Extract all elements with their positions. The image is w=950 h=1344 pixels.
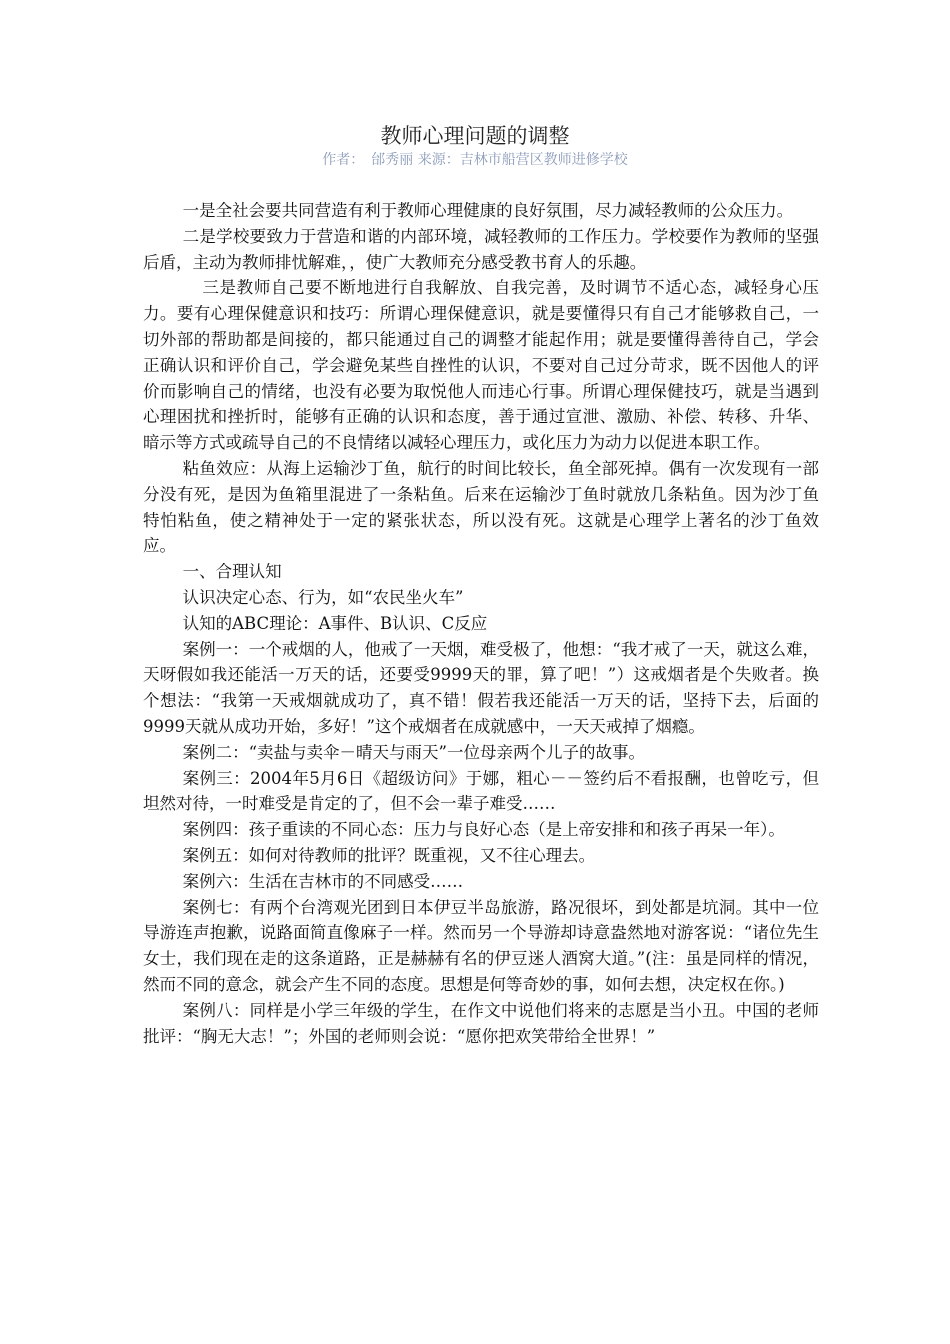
- case-three: 案例三：2004年5月6日《超级访问》于娜，粗心－－签约后不看报酬，也曾吃亏，但坦然对待，一时难受是肯定的了，但不会一辈子难受……: [143, 768, 819, 814]
- paragraph-cognition: 认识决定心态、行为，如“农民坐火车”: [182, 587, 464, 607]
- case-five: 案例五：如何对待教师的批评？既重视，又不往心理去。: [182, 845, 596, 865]
- document-body: [143, 198, 819, 1049]
- case-eight: 案例八：同样是小学三年级的学生，在作文中说他们将来的志愿是当小丑。中国的老师批评：“胸无大志！”；外国的老师则会说：“愿你把欢笑带给全世界！”: [143, 1000, 819, 1046]
- case-two: 案例二：“卖盐与卖伞－晴天与雨天”一位母亲两个儿子的故事。: [182, 742, 645, 762]
- paragraph-self: 三是教师自己要不断地进行自我解放、自我完善，及时调节不适心态，减轻身心压力。要有心理保健意识和技巧：所谓心理保健意识，就是要懂得只有自己才能够救自己，一切外部的帮助都是间接的，都只能通过自己的调整才能起作用；就是要懂得善待自己，学会正确认识和评价自己，学会避免某些自挫性的认识，不要对自己过分苛求，既不因他人的评价而影响自己的情绪，也没有必要为取悦他人而违心行事。所谓心理保健技巧，就是当遇到心理困扰和挫折时，能够有正确的认识和态度，善于通过宣泄、激励、补偿、转移、升华、暗示等方式或疏导自己的不良情绪以减轻心理压力，或化压力为动力以促进本职工作。: [143, 278, 819, 453]
- case-six: 案例六：生活在吉林市的不同感受……: [182, 871, 464, 891]
- case-one: 案例一：一个戒烟的人，他戒了一天烟，难受极了，他想：“我才戒了一天，就这么难，天呀假如我还能活一万天的话，还要受9999天的罪，算了吧！”）这戒烟者是个失败者。换个想法：“我第一天戒烟就成功了，真不错！假若我还能活一万天的话，坚持下去，后面的9999天就从成功开始，多好！”这个戒烟者在成就感中，一天天戒掉了烟瘾。: [143, 639, 819, 736]
- paragraph-society: 一是全社会要共同营造有利于教师心理健康的良好氛围，尽力减轻教师的公众压力。: [182, 201, 794, 220]
- case-four: 案例四：孩子重读的不同心态：压力与良好心态（是上帝安排和和孩子再呆一年）。: [182, 820, 785, 840]
- document-byline: 作者： 邰秀丽 来源：吉林市船营区教师进修学校: [322, 152, 628, 168]
- paragraph-abc-theory: 认知的ABC理论：A事件、B认识、C反应: [182, 613, 488, 633]
- section-heading: 一、合理认知: [182, 562, 282, 582]
- case-seven: 案例七：有两个台湾观光团到日本伊豆半岛旅游，路况很坏，到处都是坑洞。其中一位导游连声抱歉，说路面简直像麻子一样。然而另一个导游却诗意盎然地对游客说：“诸位先生女士，我们现在走的这条道路，正是赫赫有名的伊豆迷人酒窝大道。”(注：虽是同样的情况，然而不同的意念，就会产生不同的态度。思想是何等奇妙的事，如何去想，决定权在你。): [143, 897, 819, 994]
- paragraph-catfish-effect: 粘鱼效应：从海上运输沙丁鱼，航行的时间比较长，鱼全部死掉。偶有一次发现有一部分没有死，是因为鱼箱里混进了一条粘鱼。后来在运输沙丁鱼时就放几条粘鱼。因为沙丁鱼特怕粘鱼，使之精神处于一定的紧张状态，所以没有死。这就是心理学上著名的沙丁鱼效应。: [143, 458, 819, 556]
- paragraph-school: 二是学校要致力于营造和谐的内部环境，减轻教师的工作压力。学校要作为教师的坚强后盾，主动为教师排忧解难，，使广大教师充分感受教书育人的乐趣。: [143, 226, 819, 272]
- document-title: 教师心理问题的调整: [380, 124, 570, 148]
